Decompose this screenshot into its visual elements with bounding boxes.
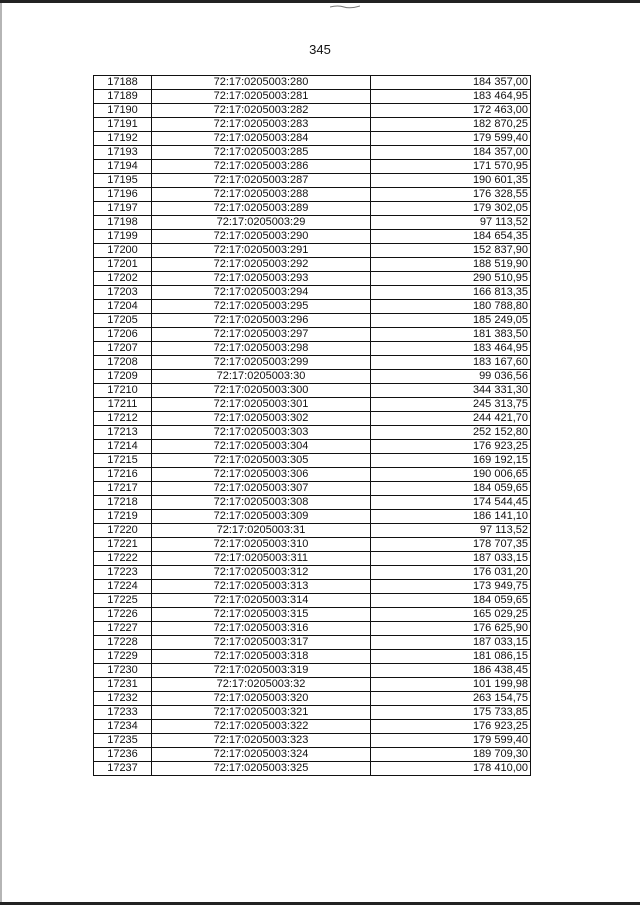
- table-row: [94, 692, 531, 706]
- cadastral-value: 183 464,95: [371, 90, 531, 104]
- cadastral-number: 72:17:0205003:311: [152, 552, 371, 566]
- cadastral-value: 166 813,35: [371, 286, 531, 300]
- table-row: [94, 160, 531, 174]
- cadastral-number: 72:17:0205003:305: [152, 454, 371, 468]
- cadastral-value: 184 059,65: [371, 482, 531, 496]
- cadastral-value: 245 313,75: [371, 398, 531, 412]
- table-row: [94, 538, 531, 552]
- row-number: 17192: [94, 132, 152, 146]
- table-row: [94, 510, 531, 524]
- row-number: 17194: [94, 160, 152, 174]
- cadastral-value: 183 464,95: [371, 342, 531, 356]
- cadastral-value: 184 654,35: [371, 230, 531, 244]
- cadastral-number: 72:17:0205003:295: [152, 300, 371, 314]
- table-row: [94, 174, 531, 188]
- table-row: [94, 398, 531, 412]
- cadastral-number: 72:17:0205003:293: [152, 272, 371, 286]
- row-number: 17207: [94, 342, 152, 356]
- row-number: 17209: [94, 370, 152, 384]
- row-number: 17218: [94, 496, 152, 510]
- cadastral-number: 72:17:0205003:320: [152, 692, 371, 706]
- table-row: [94, 454, 531, 468]
- table-row: [94, 286, 531, 300]
- row-number: 17201: [94, 258, 152, 272]
- row-number: 17227: [94, 622, 152, 636]
- cadastral-number: 72:17:0205003:321: [152, 706, 371, 720]
- cadastral-value: 187 033,15: [371, 552, 531, 566]
- cadastral-value: 97 113,52: [371, 216, 531, 230]
- cadastral-value: 184 357,00: [371, 146, 531, 160]
- row-number: 17198: [94, 216, 152, 230]
- row-number: 17229: [94, 650, 152, 664]
- table-row: [94, 622, 531, 636]
- row-number: 17193: [94, 146, 152, 160]
- table-row: [94, 328, 531, 342]
- row-number: 17223: [94, 566, 152, 580]
- cadastral-number: 72:17:0205003:302: [152, 412, 371, 426]
- cadastral-value: 344 331,30: [371, 384, 531, 398]
- cadastral-value: 176 923,25: [371, 440, 531, 454]
- cadastral-number: 72:17:0205003:323: [152, 734, 371, 748]
- table-row: [94, 650, 531, 664]
- page-number: 345: [309, 42, 331, 57]
- cadastral-number: 72:17:0205003:291: [152, 244, 371, 258]
- table-row: [94, 230, 531, 244]
- row-number: 17226: [94, 608, 152, 622]
- cadastral-number: 72:17:0205003:289: [152, 202, 371, 216]
- table-row: [94, 76, 531, 90]
- row-number: 17217: [94, 482, 152, 496]
- cadastral-value: 244 421,70: [371, 412, 531, 426]
- cadastral-number: 72:17:0205003:29: [152, 216, 371, 230]
- table-row: [94, 104, 531, 118]
- table-row: [94, 482, 531, 496]
- cadastral-value: 176 625,90: [371, 622, 531, 636]
- cadastral-value: 176 031,20: [371, 566, 531, 580]
- cadastral-value: 184 059,65: [371, 594, 531, 608]
- cadastral-value: 185 249,05: [371, 314, 531, 328]
- cadastral-value: 176 328,55: [371, 188, 531, 202]
- row-number: 17237: [94, 762, 152, 776]
- cadastral-number: 72:17:0205003:284: [152, 132, 371, 146]
- table-row: [94, 272, 531, 286]
- cadastral-value: 152 837,90: [371, 244, 531, 258]
- cadastral-number: 72:17:0205003:282: [152, 104, 371, 118]
- cadastral-number: 72:17:0205003:290: [152, 230, 371, 244]
- cadastral-number: 72:17:0205003:294: [152, 286, 371, 300]
- row-number: 17220: [94, 524, 152, 538]
- cadastral-value: 263 154,75: [371, 692, 531, 706]
- cadastral-value: 290 510,95: [371, 272, 531, 286]
- table-row: [94, 580, 531, 594]
- row-number: 17211: [94, 398, 152, 412]
- cadastral-value: 172 463,00: [371, 104, 531, 118]
- row-number: 17203: [94, 286, 152, 300]
- cadastral-number: 72:17:0205003:296: [152, 314, 371, 328]
- cadastral-number: 72:17:0205003:318: [152, 650, 371, 664]
- cadastral-value: 179 599,40: [371, 132, 531, 146]
- cadastral-number: 72:17:0205003:292: [152, 258, 371, 272]
- cadastral-value: 186 438,45: [371, 664, 531, 678]
- row-number: 17215: [94, 454, 152, 468]
- cadastral-number: 72:17:0205003:324: [152, 748, 371, 762]
- table-row: [94, 216, 531, 230]
- cadastral-number: 72:17:0205003:280: [152, 76, 371, 90]
- table-row: [94, 720, 531, 734]
- row-number: 17228: [94, 636, 152, 650]
- table-row: [94, 734, 531, 748]
- cadastral-value: 184 357,00: [371, 76, 531, 90]
- cadastral-number: 72:17:0205003:32: [152, 678, 371, 692]
- table-row: [94, 356, 531, 370]
- cadastral-number: 72:17:0205003:283: [152, 118, 371, 132]
- row-number: 17231: [94, 678, 152, 692]
- row-number: 17202: [94, 272, 152, 286]
- row-number: 17222: [94, 552, 152, 566]
- table-row: [94, 608, 531, 622]
- cadastral-value: 99 036,56: [371, 370, 531, 384]
- cadastral-value: 190 601,35: [371, 174, 531, 188]
- row-number: 17190: [94, 104, 152, 118]
- cadastral-value: 181 086,15: [371, 650, 531, 664]
- row-number: 17197: [94, 202, 152, 216]
- table-row: [94, 146, 531, 160]
- cadastral-value: 182 870,25: [371, 118, 531, 132]
- row-number: 17221: [94, 538, 152, 552]
- row-number: 17205: [94, 314, 152, 328]
- cadastral-number: 72:17:0205003:309: [152, 510, 371, 524]
- row-number: 17208: [94, 356, 152, 370]
- cadastral-value: 180 788,80: [371, 300, 531, 314]
- cadastral-number: 72:17:0205003:288: [152, 188, 371, 202]
- table-row: [94, 762, 531, 776]
- table-row: [94, 426, 531, 440]
- row-number: 17224: [94, 580, 152, 594]
- row-number: 17212: [94, 412, 152, 426]
- cadastral-value-table: [93, 75, 531, 776]
- cadastral-value: 176 923,25: [371, 720, 531, 734]
- scan-artifact-mark: [330, 4, 360, 10]
- cadastral-number: 72:17:0205003:307: [152, 482, 371, 496]
- cadastral-number: 72:17:0205003:325: [152, 762, 371, 776]
- cadastral-number: 72:17:0205003:286: [152, 160, 371, 174]
- row-number: 17213: [94, 426, 152, 440]
- cadastral-value: 189 709,30: [371, 748, 531, 762]
- cadastral-number: 72:17:0205003:312: [152, 566, 371, 580]
- cadastral-number: 72:17:0205003:297: [152, 328, 371, 342]
- row-number: 17233: [94, 706, 152, 720]
- row-number: 17195: [94, 174, 152, 188]
- row-number: 17216: [94, 468, 152, 482]
- cadastral-value: 190 006,65: [371, 468, 531, 482]
- cadastral-number: 72:17:0205003:315: [152, 608, 371, 622]
- row-number: 17230: [94, 664, 152, 678]
- cadastral-value: 101 199,98: [371, 678, 531, 692]
- table-row: [94, 244, 531, 258]
- row-number: 17219: [94, 510, 152, 524]
- table-row: [94, 468, 531, 482]
- cadastral-value: 187 033,15: [371, 636, 531, 650]
- cadastral-number: 72:17:0205003:317: [152, 636, 371, 650]
- cadastral-value: 169 192,15: [371, 454, 531, 468]
- cadastral-number: 72:17:0205003:298: [152, 342, 371, 356]
- cadastral-number: 72:17:0205003:30: [152, 370, 371, 384]
- cadastral-number: 72:17:0205003:285: [152, 146, 371, 160]
- cadastral-number: 72:17:0205003:322: [152, 720, 371, 734]
- table-row: [94, 90, 531, 104]
- scan-top-edge: [0, 0, 640, 3]
- cadastral-number: 72:17:0205003:316: [152, 622, 371, 636]
- cadastral-value: 179 302,05: [371, 202, 531, 216]
- row-number: 17196: [94, 188, 152, 202]
- cadastral-value: 179 599,40: [371, 734, 531, 748]
- table-row: [94, 188, 531, 202]
- table-row: [94, 202, 531, 216]
- cadastral-value: 173 949,75: [371, 580, 531, 594]
- cadastral-number: 72:17:0205003:299: [152, 356, 371, 370]
- table-row: [94, 524, 531, 538]
- table-row: [94, 566, 531, 580]
- table-row: [94, 706, 531, 720]
- row-number: 17206: [94, 328, 152, 342]
- table-row: [94, 594, 531, 608]
- row-number: 17232: [94, 692, 152, 706]
- row-number: 17200: [94, 244, 152, 258]
- table-row: [94, 258, 531, 272]
- cadastral-value: 252 152,80: [371, 426, 531, 440]
- row-number: 17214: [94, 440, 152, 454]
- cadastral-number: 72:17:0205003:306: [152, 468, 371, 482]
- cadastral-number: 72:17:0205003:301: [152, 398, 371, 412]
- cadastral-value: 175 733,85: [371, 706, 531, 720]
- cadastral-number: 72:17:0205003:304: [152, 440, 371, 454]
- row-number: 17225: [94, 594, 152, 608]
- cadastral-value: 186 141,10: [371, 510, 531, 524]
- cadastral-value: 174 544,45: [371, 496, 531, 510]
- cadastral-value: 178 707,35: [371, 538, 531, 552]
- cadastral-number: 72:17:0205003:308: [152, 496, 371, 510]
- row-number: 17204: [94, 300, 152, 314]
- cadastral-number: 72:17:0205003:313: [152, 580, 371, 594]
- row-number: 17235: [94, 734, 152, 748]
- table-row: [94, 342, 531, 356]
- table-row: [94, 552, 531, 566]
- row-number: 17234: [94, 720, 152, 734]
- table-row: [94, 314, 531, 328]
- cadastral-value: 181 383,50: [371, 328, 531, 342]
- scan-left-edge: [0, 0, 2, 905]
- table-row: [94, 678, 531, 692]
- table-row: [94, 118, 531, 132]
- cadastral-number: 72:17:0205003:310: [152, 538, 371, 552]
- cadastral-value: 188 519,90: [371, 258, 531, 272]
- row-number: 17188: [94, 76, 152, 90]
- cadastral-number: 72:17:0205003:314: [152, 594, 371, 608]
- row-number: 17210: [94, 384, 152, 398]
- cadastral-value: 165 029,25: [371, 608, 531, 622]
- row-number: 17191: [94, 118, 152, 132]
- table-row: [94, 664, 531, 678]
- cadastral-value: 178 410,00: [371, 762, 531, 776]
- table-row: [94, 370, 531, 384]
- cadastral-number: 72:17:0205003:281: [152, 90, 371, 104]
- table-row: [94, 412, 531, 426]
- cadastral-number: 72:17:0205003:300: [152, 384, 371, 398]
- row-number: 17189: [94, 90, 152, 104]
- table-row: [94, 384, 531, 398]
- table-row: [94, 748, 531, 762]
- row-number: 17199: [94, 230, 152, 244]
- table-row: [94, 300, 531, 314]
- cadastral-value: 171 570,95: [371, 160, 531, 174]
- cadastral-number: 72:17:0205003:287: [152, 174, 371, 188]
- cadastral-number: 72:17:0205003:303: [152, 426, 371, 440]
- table-row: [94, 132, 531, 146]
- cadastral-number: 72:17:0205003:319: [152, 664, 371, 678]
- cadastral-value: 183 167,60: [371, 356, 531, 370]
- cadastral-value: 97 113,52: [371, 524, 531, 538]
- cadastral-number: 72:17:0205003:31: [152, 524, 371, 538]
- row-number: 17236: [94, 748, 152, 762]
- table-row: [94, 496, 531, 510]
- table-row: [94, 440, 531, 454]
- table-row: [94, 636, 531, 650]
